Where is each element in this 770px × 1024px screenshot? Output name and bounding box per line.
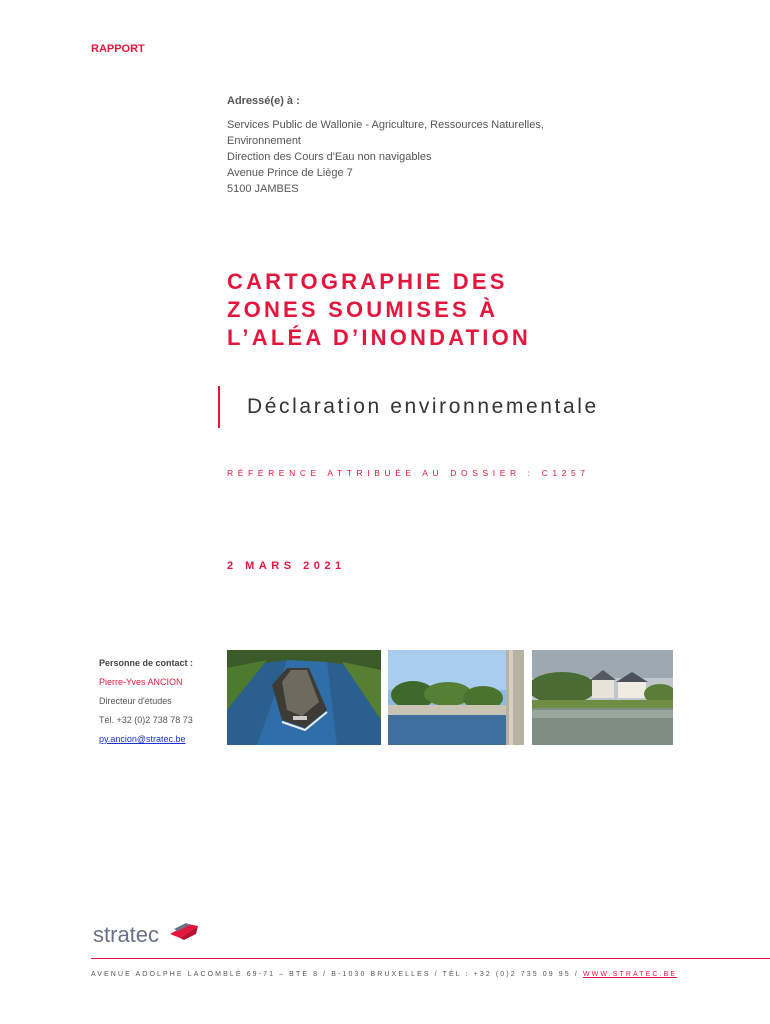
footer-divider xyxy=(91,958,770,959)
title-line: CARTOGRAPHIE DES xyxy=(227,269,508,294)
website-link[interactable]: WWW.STRATEC.BE xyxy=(582,971,678,978)
address-line: Avenue Prince de Liège 7 xyxy=(227,167,353,179)
footer-address: AVENUE ADOLPHE LACOMBLÉ 69-71 – BTE 8 / B-1030 BRUXELLES / TÉL : +32 (0)2 735 09 95 / xyxy=(91,971,583,978)
logo-wordmark: stratec xyxy=(93,922,160,947)
accent-bar xyxy=(218,386,220,428)
title-line: ZONES SOUMISES À xyxy=(227,297,499,322)
contact-phone: Tél. +32 (0)2 738 78 73 xyxy=(99,715,193,725)
footer-contact xyxy=(91,971,677,978)
contact-name: Pierre-Yves ANCION xyxy=(99,677,183,687)
address-line: Direction des Cours d'Eau non navigables xyxy=(227,151,432,163)
logo-mark-icon xyxy=(166,920,200,942)
contact-email-link[interactable]: py.ancion@stratec.be xyxy=(99,734,186,744)
contact-role: Directeur d'études xyxy=(99,696,172,706)
address-line: 5100 JAMBES xyxy=(227,183,299,195)
title-line: L’ALÉA D’INONDATION xyxy=(227,325,532,350)
riverside-town-photo xyxy=(532,650,673,745)
document-subtitle: Déclaration environnementale xyxy=(247,395,599,418)
addressee-address xyxy=(227,117,544,197)
document-title xyxy=(227,268,531,352)
addressee-label: Adressé(e) à : xyxy=(227,95,300,107)
barge-on-canal-photo xyxy=(227,650,381,745)
contact-label: Personne de contact : xyxy=(99,658,194,668)
file-reference: RÉFÉRENCE ATTRIBUÉE AU DOSSIER : C1257 xyxy=(227,468,590,478)
river-bridge-photo xyxy=(388,650,524,745)
document-date: 2 MARS 2021 xyxy=(227,560,346,572)
contact-block xyxy=(99,654,193,749)
address-line: Environnement xyxy=(227,135,301,147)
report-type-label: RAPPORT xyxy=(91,43,145,55)
address-line: Services Public de Wallonie - Agriculture, Ressources Naturelles, xyxy=(227,119,544,131)
